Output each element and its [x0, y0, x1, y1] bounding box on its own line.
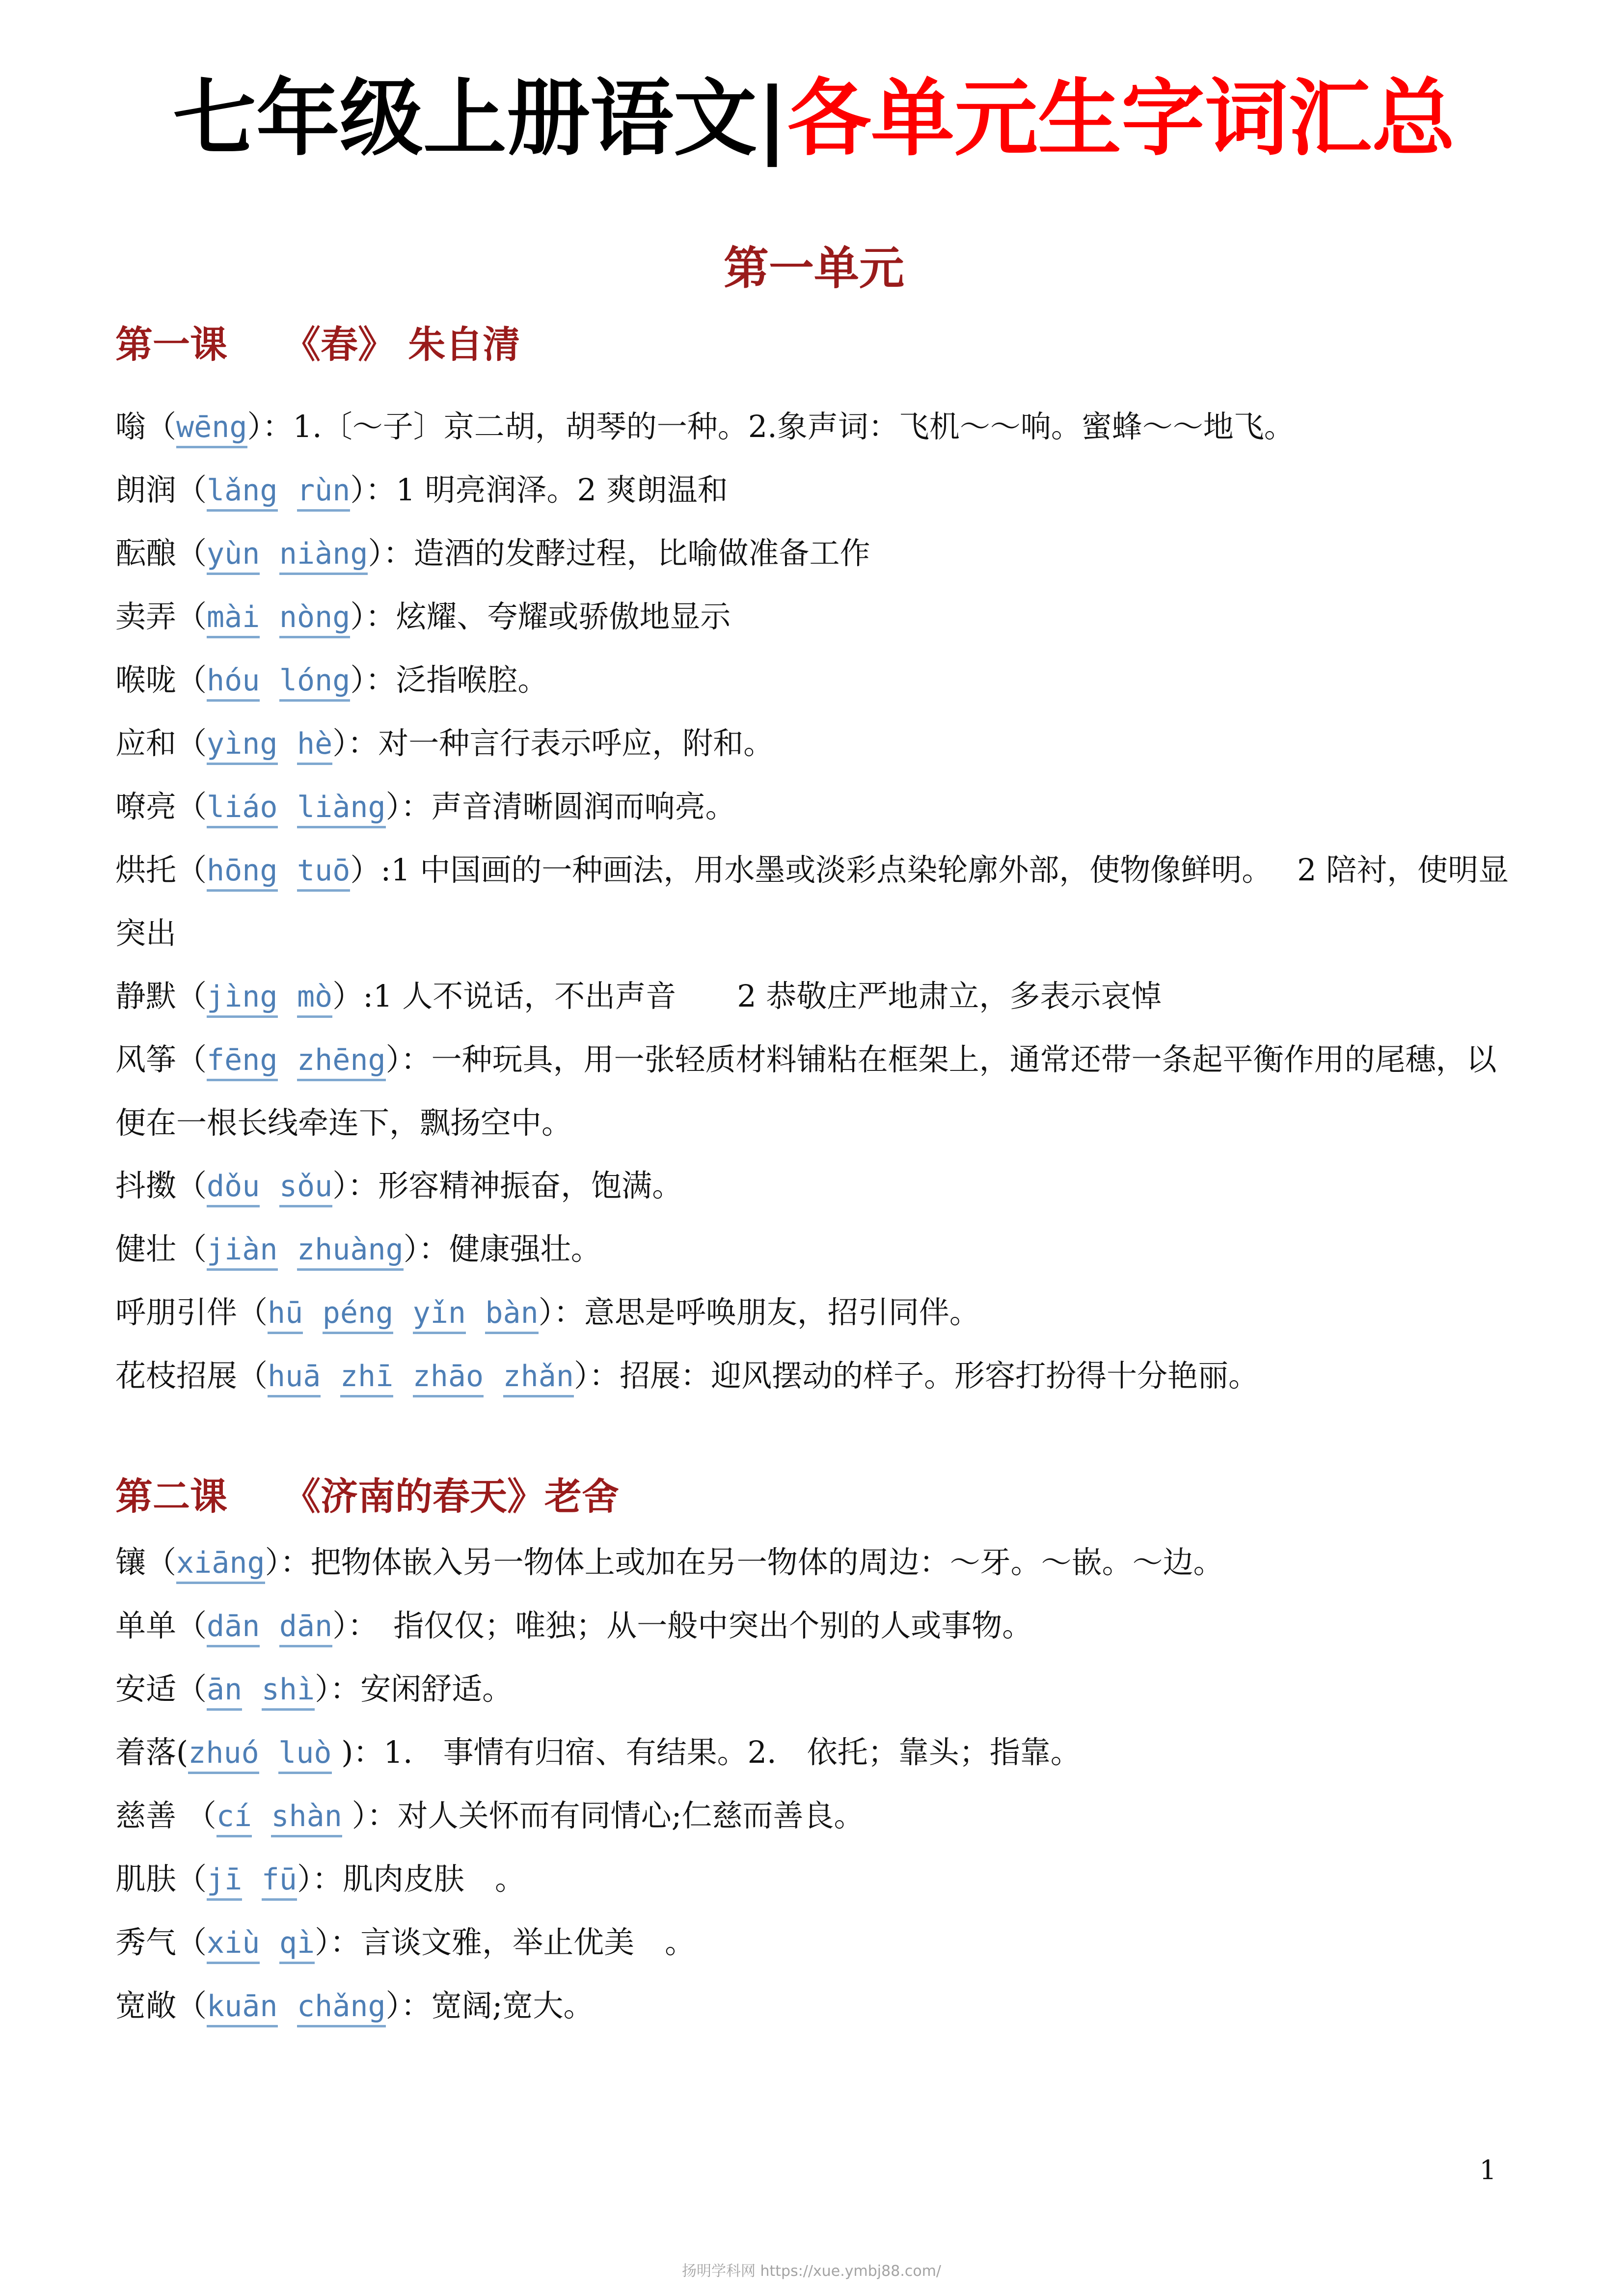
entry-pinyin[interactable]: zhēng	[297, 1043, 386, 1081]
entry-close-paren: ）：	[350, 599, 396, 635]
vocab-entry	[115, 1218, 1513, 1281]
entry-close-paren: ）：	[315, 1671, 361, 1707]
entry-word: 单单	[115, 1608, 177, 1644]
entry-open-paren: （	[176, 1168, 207, 1204]
entry-pinyin[interactable]: mò	[297, 980, 332, 1018]
vocab-entry	[115, 522, 1513, 585]
lesson-entries	[115, 395, 1513, 1408]
entry-pinyin[interactable]: shì	[262, 1672, 315, 1711]
entry-word: 安适	[115, 1671, 177, 1707]
entry-pinyin[interactable]: zhǎn	[503, 1359, 574, 1397]
entry-pinyin[interactable]: jìng	[207, 980, 278, 1018]
entry-open-paren: （	[176, 472, 207, 508]
entry-pinyin[interactable]: sǒu	[279, 1169, 332, 1207]
vocab-entry	[115, 1974, 1513, 2038]
entry-pinyin[interactable]: bàn	[485, 1296, 538, 1334]
entry-word: 风筝	[115, 1041, 177, 1078]
entry-pinyin[interactable]: nòng	[279, 600, 351, 638]
lesson-section	[115, 1474, 1513, 2038]
entry-close-paren: ）：	[350, 662, 396, 698]
entry-close-paren: ）：	[574, 1358, 620, 1394]
entry-pinyin[interactable]: fēng	[207, 1043, 278, 1081]
vocab-entry	[115, 585, 1513, 649]
vocab-entry	[115, 1531, 1513, 1594]
entry-pinyin[interactable]: fū	[262, 1862, 297, 1901]
entry-definition: 安闲舒适。	[360, 1671, 513, 1707]
vocab-entry	[115, 1784, 1513, 1848]
entry-pinyin[interactable]: dān	[207, 1609, 260, 1647]
entry-pinyin[interactable]: liáo	[207, 790, 278, 828]
vocab-entry	[115, 1281, 1513, 1344]
entry-word: 健壮	[115, 1231, 177, 1267]
unit-heading: 第一单元	[723, 241, 904, 295]
entry-open-paren: （	[176, 1671, 207, 1707]
entry-pinyin[interactable]: wēng	[176, 410, 247, 448]
entry-open-paren: （	[176, 662, 207, 698]
entry-pinyin[interactable]: lǎng	[207, 473, 278, 512]
entry-open-paren: （	[176, 1798, 216, 1834]
entry-word: 应和	[115, 725, 177, 762]
entry-word: 烘托	[115, 852, 177, 888]
vocab-entry	[115, 1721, 1513, 1784]
entry-pinyin[interactable]: zhuó	[188, 1736, 259, 1774]
entry-close-paren: ）：	[385, 1988, 432, 2024]
entry-definition: 造酒的发酵过程，比喻做准备工作	[413, 535, 870, 572]
entry-pinyin[interactable]: yùn	[207, 537, 260, 575]
entry-definition: 指仅仅；唯独；从一般中突出个别的人或事物。	[363, 1608, 1033, 1644]
entry-definition: 把物体嵌入另一物体上或加在另一物体的周边：～牙。～嵌。～边。	[310, 1544, 1224, 1581]
lesson-heading: 第二课 《济南的春天》老舍	[115, 1475, 619, 1519]
entry-definition: 言谈文雅，举止优美 。	[360, 1924, 696, 1961]
entry-definition: 一种玩具，用一张轻质材料铺粘在框架上，通常还带一条起平衡作用的尾穗，以便在一根长线牵连下，飘扬空中。	[115, 1041, 1497, 1141]
entry-word: 秀气	[115, 1924, 177, 1961]
vocab-entry	[115, 395, 1513, 459]
entry-pinyin[interactable]: yǐn	[413, 1296, 466, 1334]
entry-open-paren: （	[176, 1861, 207, 1897]
entry-pinyin[interactable]: xiāng	[176, 1546, 265, 1584]
vocab-entry	[115, 1911, 1513, 1974]
entry-definition: 意思是呼唤朋友，招引同伴。	[584, 1294, 980, 1331]
entry-word: 喉咙	[115, 662, 177, 698]
vocab-entry	[115, 1594, 1513, 1658]
entry-definition: 1 明亮润泽。2 爽朗温和	[396, 472, 728, 508]
entry-close-paren: ）：	[332, 1168, 379, 1204]
entry-word: 着落	[115, 1734, 177, 1771]
entry-definition: 1. 事情有归宿、有结果。2. 依托；靠头；指靠。	[383, 1734, 1081, 1771]
entry-word: 花枝招展	[115, 1358, 238, 1394]
entry-open-paren: （	[176, 789, 207, 825]
entry-pinyin[interactable]: zhuàng	[297, 1232, 404, 1271]
entry-pinyin[interactable]: hōng	[207, 853, 278, 892]
entry-open-paren: (	[176, 1734, 189, 1771]
title-red-part: 各单元生字词汇总	[787, 70, 1456, 167]
vocab-entry	[115, 712, 1513, 775]
entry-pinyin[interactable]: dǒu	[207, 1169, 260, 1207]
entry-pinyin[interactable]: ān	[207, 1672, 242, 1711]
entry-definition: 对一种言行表示呼应，附和。	[378, 725, 774, 762]
entry-pinyin[interactable]: zhāo	[413, 1359, 484, 1397]
vocab-entry	[115, 1658, 1513, 1721]
entry-word: 嗡	[115, 409, 146, 445]
vocab-entry	[115, 459, 1513, 522]
entry-close-paren: ）：	[265, 1544, 311, 1581]
entry-pinyin[interactable]: hóu	[207, 663, 260, 702]
entry-open-paren: （	[176, 978, 207, 1014]
lesson-heading: 第一课 《春》 朱自清	[115, 322, 520, 366]
entry-open-paren: （	[176, 1608, 207, 1644]
entry-pinyin[interactable]: péng	[323, 1296, 394, 1334]
entry-pinyin[interactable]: cí	[216, 1799, 252, 1837]
entry-word: 抖擞	[115, 1168, 177, 1204]
entry-close-paren: ）：	[247, 409, 293, 445]
entry-open-paren: （	[176, 725, 207, 762]
entry-pinyin[interactable]: xiù	[207, 1926, 260, 1964]
entry-definition: 泛指喉腔。	[396, 662, 548, 698]
entry-word: 慈善	[115, 1798, 177, 1834]
lesson-entries	[115, 1531, 1513, 2038]
entry-open-paren: （	[237, 1294, 268, 1331]
entry-pinyin[interactable]: jī	[207, 1862, 242, 1901]
entry-word: 卖弄	[115, 599, 177, 635]
page-number: 1	[1479, 2155, 1496, 2186]
vocab-entry	[115, 1344, 1513, 1408]
lesson-section	[115, 322, 1513, 1408]
entry-open-paren: （	[176, 1231, 207, 1267]
entry-close-paren: ）：	[297, 1861, 343, 1897]
vocab-entry	[115, 839, 1513, 965]
vocab-entry	[115, 1154, 1513, 1218]
entry-close-paren: )：	[331, 1734, 384, 1771]
entry-close-paren: ）:	[332, 978, 374, 1014]
vocab-entry	[115, 1028, 1513, 1154]
entry-word: 嘹亮	[115, 789, 177, 825]
entry-pinyin[interactable]: qì	[279, 1926, 315, 1964]
entry-open-paren: （	[146, 409, 177, 445]
entry-pinyin[interactable]: luò	[278, 1736, 331, 1774]
entry-pinyin[interactable]: shàn	[271, 1799, 342, 1837]
entry-pinyin[interactable]: huā	[268, 1359, 321, 1397]
vocab-entry	[115, 649, 1513, 712]
vocab-entry	[115, 965, 1513, 1028]
entry-pinyin[interactable]: chǎng	[297, 1989, 386, 2027]
entry-definition: 招展：迎风摆动的样子。形容打扮得十分艳丽。	[620, 1358, 1259, 1394]
entry-pinyin[interactable]: mài	[207, 600, 260, 638]
entry-pinyin[interactable]: niàng	[279, 537, 368, 575]
vocab-entry	[115, 1848, 1513, 1911]
entry-definition: 对人关怀而有同情心;仁慈而善良。	[397, 1798, 865, 1834]
entry-open-paren: （	[237, 1358, 268, 1394]
entry-definition: 肌肉皮肤 。	[342, 1861, 525, 1897]
entry-open-paren: （	[176, 1041, 207, 1078]
page-title	[115, 71, 1513, 167]
entry-close-paren: ）：	[385, 789, 432, 825]
entry-pinyin[interactable]: lóng	[279, 663, 351, 702]
entry-open-paren: （	[176, 1988, 207, 2024]
entry-word: 静默	[115, 978, 177, 1014]
entry-word: 呼朋引伴	[115, 1294, 238, 1331]
entry-definition: 健康强壮。	[449, 1231, 601, 1267]
entry-close-paren: ）：	[350, 472, 396, 508]
entry-pinyin[interactable]: tuō	[297, 853, 350, 892]
entry-definition: 1.〔～子〕京二胡，胡琴的一种。2.象声词：飞机～～响。蜜蜂～～地飞。	[293, 409, 1295, 445]
entry-close-paren: ）:	[350, 852, 391, 888]
entry-definition: 1 中国画的一种画法，用水墨或淡彩点染轮廓外部，使物像鲜明。 2 陪衬，使明显突出	[115, 852, 1509, 952]
entry-open-paren: （	[176, 852, 207, 888]
entry-definition: 1 人不说话，不出声音 2 恭敬庄严地肃立，多表示哀悼	[373, 978, 1162, 1014]
entry-definition: 形容精神振奋，饱满。	[378, 1168, 683, 1204]
entry-word: 宽敞	[115, 1988, 177, 2024]
entry-open-paren: （	[176, 599, 207, 635]
entry-word: 朗润	[115, 472, 177, 508]
entry-open-paren: （	[176, 1924, 207, 1961]
entry-pinyin[interactable]: liàng	[297, 790, 386, 828]
entry-pinyin[interactable]: zhī	[340, 1359, 393, 1397]
entry-close-paren: ）：	[342, 1798, 398, 1834]
entry-pinyin[interactable]: dān	[279, 1609, 332, 1647]
watermark-link[interactable]: 扬明学科网 https://xue.ymbj88.com/	[681, 2263, 942, 2280]
entry-close-paren: ）：	[368, 535, 414, 572]
entry-word: 酝酿	[115, 535, 177, 572]
entry-close-paren: ）：	[315, 1924, 361, 1961]
title-black-part: 七年级上册语文|	[172, 70, 788, 167]
entry-close-paren: ）：	[403, 1231, 449, 1267]
entry-definition: 声音清晰圆润而响亮。	[431, 789, 736, 825]
entry-pinyin[interactable]: yìng	[207, 727, 278, 765]
lessons	[115, 322, 1513, 2038]
entry-pinyin[interactable]: rùn	[297, 473, 350, 512]
entry-word: 肌肤	[115, 1861, 177, 1897]
entry-open-paren: （	[146, 1544, 177, 1581]
entry-close-paren: ）：	[385, 1041, 432, 1078]
entry-definition: 宽阔;宽大。	[431, 1988, 594, 2024]
vocab-entry	[115, 775, 1513, 839]
entry-pinyin[interactable]: jiàn	[207, 1232, 278, 1271]
entry-close-paren: ）：	[538, 1294, 584, 1331]
entry-pinyin[interactable]: hū	[268, 1296, 303, 1334]
entry-definition: 炫耀、夸耀或骄傲地显示	[396, 599, 731, 635]
entry-word: 镶	[115, 1544, 146, 1581]
entry-close-paren: ）：	[332, 725, 379, 762]
entry-open-paren: （	[176, 535, 207, 572]
entry-pinyin[interactable]: kuān	[207, 1989, 278, 2027]
entry-pinyin[interactable]: hè	[297, 727, 332, 765]
entry-close-paren: ）：	[332, 1608, 363, 1644]
